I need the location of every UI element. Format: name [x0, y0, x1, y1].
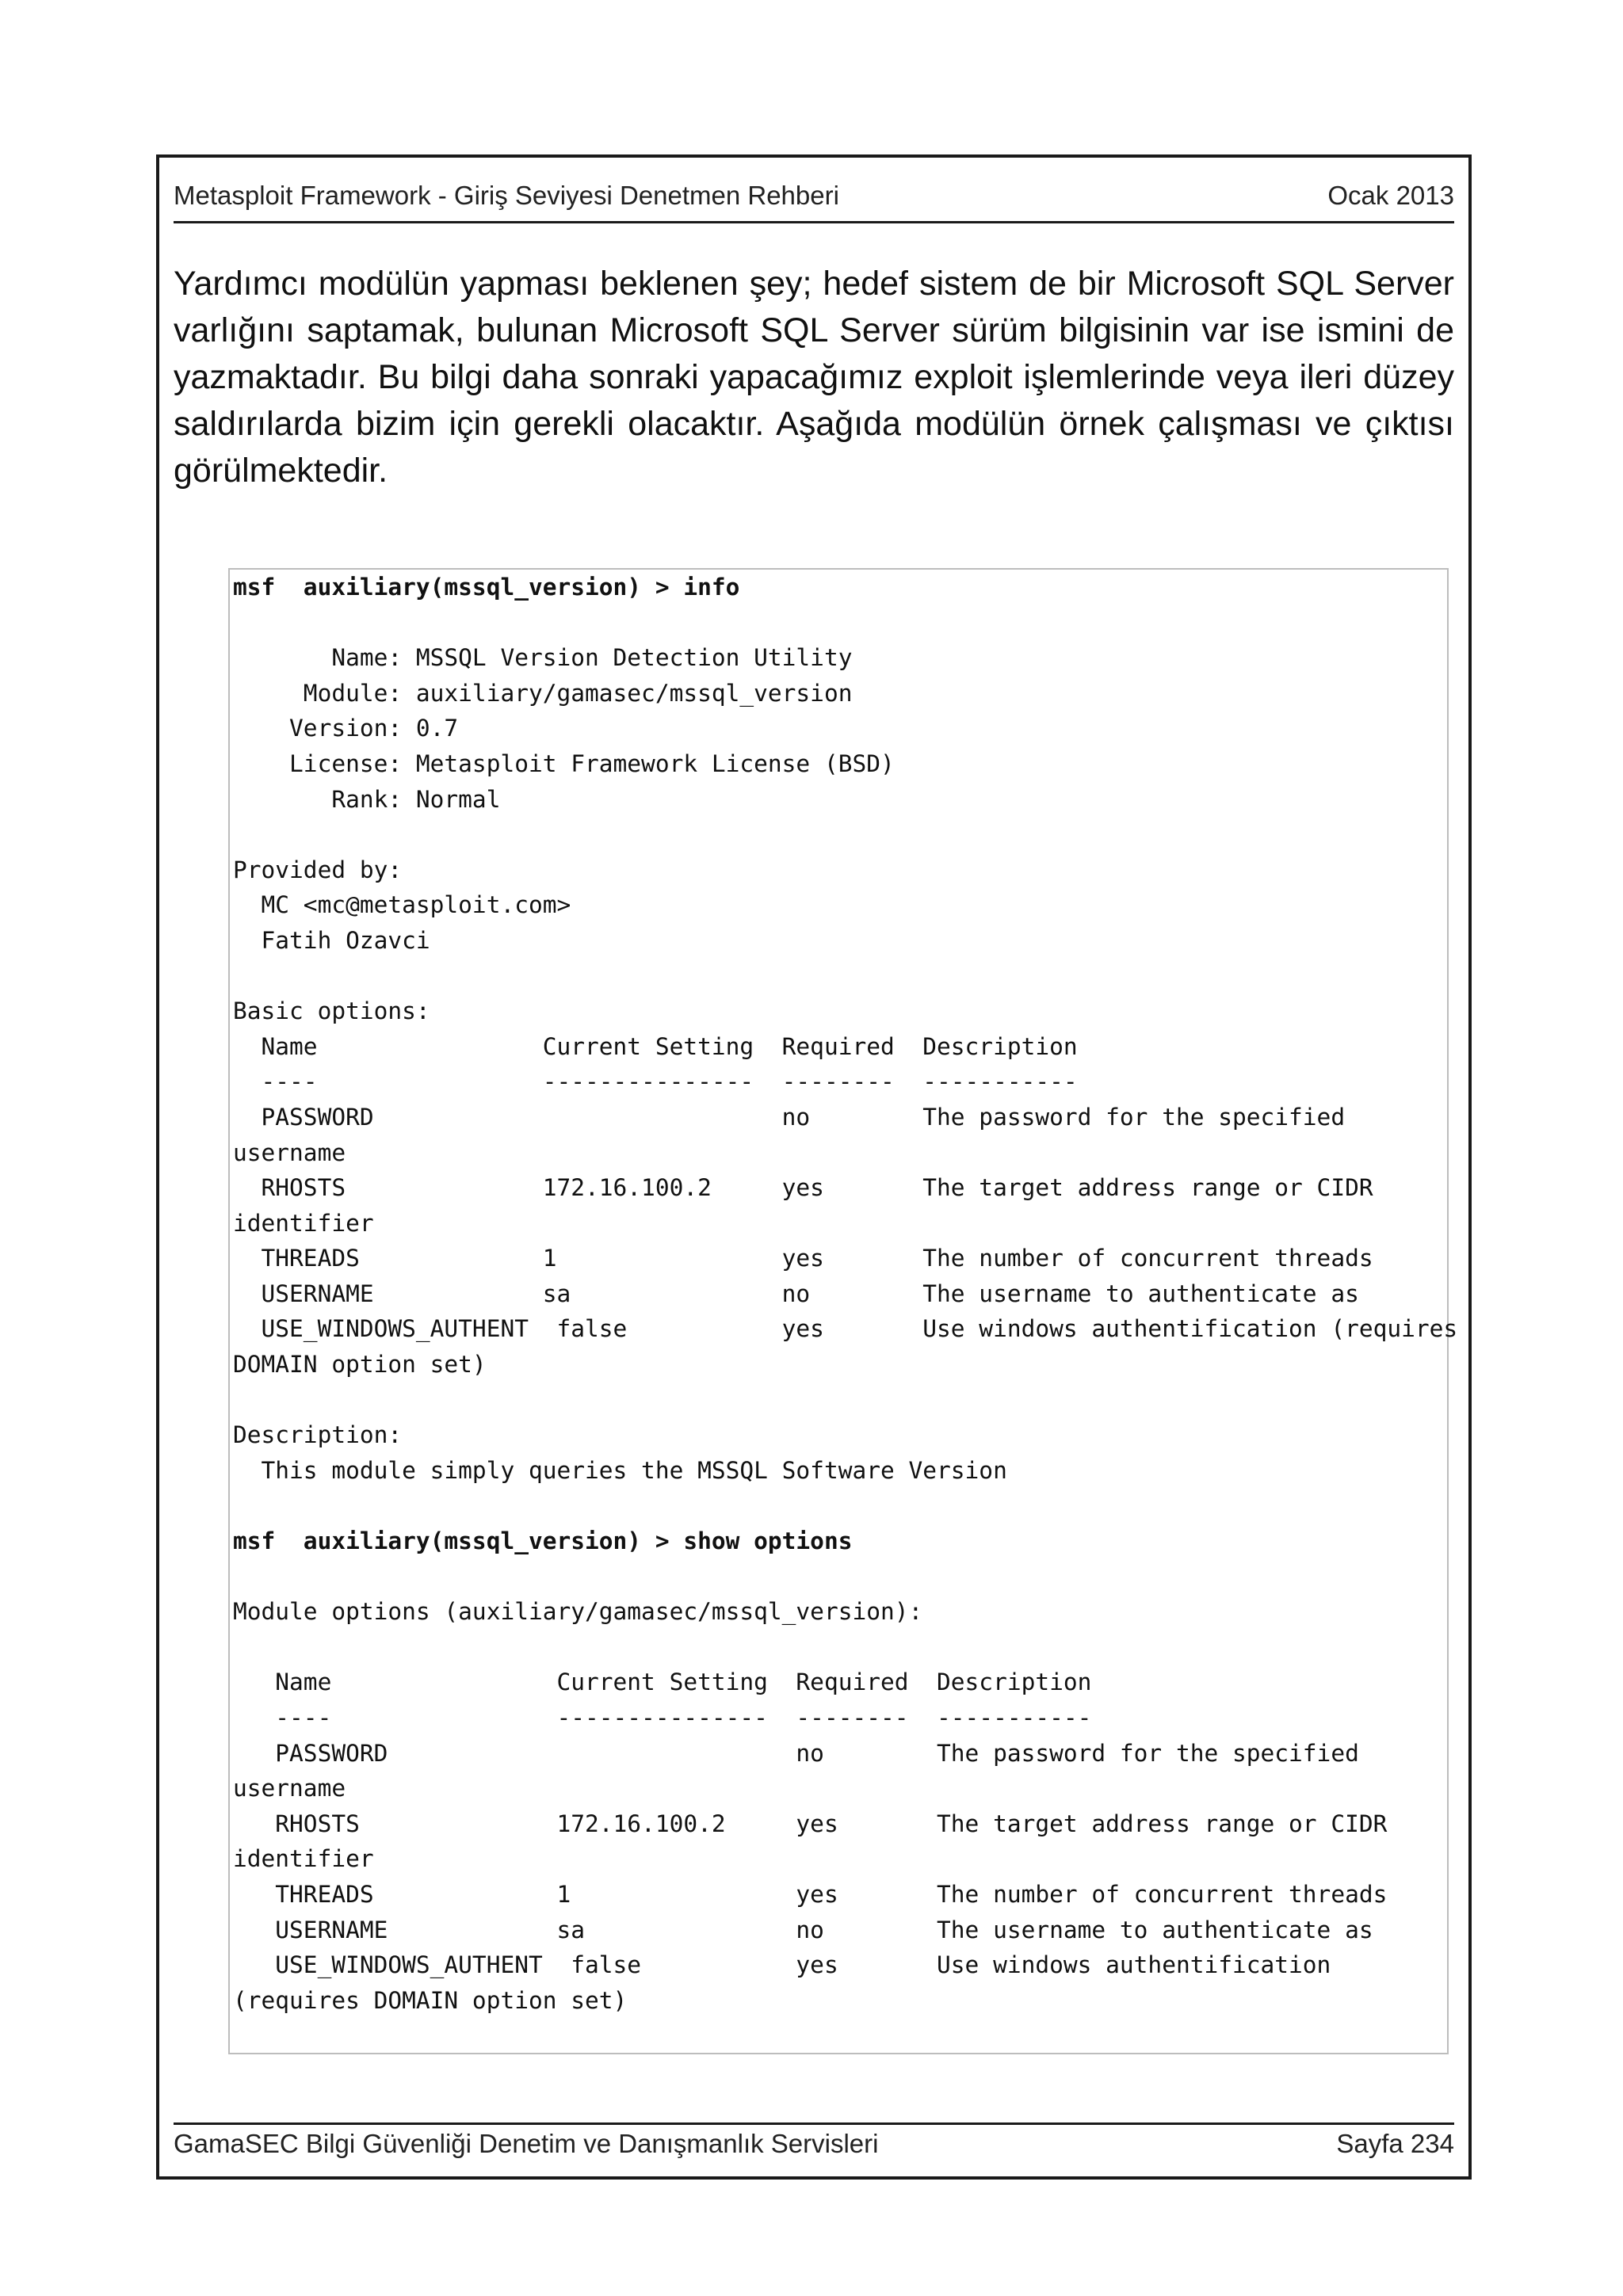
code-line: username: [233, 1138, 346, 1166]
terminal-output-block: [228, 568, 1458, 2054]
header-date: Ocak 2013: [1327, 181, 1454, 210]
code-line: Name: MSSQL Version Detection Utility: [233, 644, 853, 672]
code-line: THREADS 1 yes The number of concurrent threads: [233, 1880, 1388, 1908]
code-line: Fatih Ozavci: [233, 926, 430, 954]
command-line: msf auxiliary(mssql_version) > show options: [233, 1527, 853, 1555]
code-line: [233, 1488, 1444, 1524]
code-line: username: [233, 1775, 346, 1802]
code-line: [233, 1559, 1444, 1595]
code-lines: [233, 570, 1458, 2018]
code-line: [233, 1630, 1444, 1665]
code-line: RHOSTS 172.16.100.2 yes The target address range or CIDR: [233, 1174, 1373, 1202]
code-line: [233, 1383, 1444, 1418]
code-line: (requires DOMAIN option set): [233, 1986, 628, 2014]
header-title: Metasploit Framework - Giriş Seviyesi Denetmen Rehberi: [174, 181, 839, 210]
code-line: PASSWORD no The password for the specified: [233, 1103, 1346, 1131]
code-line: Basic options:: [233, 997, 430, 1025]
code-line: Name Current Setting Required Description: [233, 1669, 1092, 1696]
code-line: MC <mc@metasploit.com>: [233, 891, 571, 919]
code-line: Module options (auxiliary/gamasec/mssql_version):: [233, 1598, 923, 1626]
code-line: PASSWORD no The password for the specified: [233, 1739, 1359, 1767]
code-line: Rank: Normal: [233, 785, 501, 813]
page-footer: [174, 2122, 1454, 2161]
code-line: USERNAME sa no The username to authenticate as: [233, 1280, 1359, 1307]
code-line: USERNAME sa no The username to authenticate as: [233, 1916, 1373, 1943]
page-header: [174, 178, 1454, 223]
code-line: Name Current Setting Required Description: [233, 1032, 1078, 1060]
code-line: USE_WINDOWS_AUTHENT false yes Use windows authentification: [233, 1951, 1331, 1979]
code-line: [233, 817, 1444, 852]
footer-company: GamaSEC Bilgi Güvenliği Denetim ve Danışmanlık Servisleri: [174, 2129, 879, 2158]
code-line: identifier: [233, 1209, 374, 1237]
code-line: Version: 0.7: [233, 715, 459, 742]
code-line: [233, 959, 1444, 994]
code-line: Module: auxiliary/gamasec/mssql_version: [233, 679, 853, 707]
code-line: ---- --------------- -------- -----------: [233, 1068, 1078, 1096]
command-line: msf auxiliary(mssql_version) > info: [233, 574, 740, 601]
code-line: [233, 605, 1444, 641]
code-line: This module simply queries the MSSQL Software Version: [233, 1456, 1007, 1484]
code-line: DOMAIN option set): [233, 1351, 487, 1379]
code-line: Provided by:: [233, 856, 403, 883]
code-line: identifier: [233, 1845, 374, 1873]
code-line: RHOSTS 172.16.100.2 yes The target address range or CIDR: [233, 1810, 1388, 1837]
code-line: ---- --------------- -------- -----------: [233, 1704, 1092, 1731]
footer-page-number: Sayfa 234: [1336, 2129, 1454, 2158]
code-line: USE_WINDOWS_AUTHENT false yes Use windows authentification (requires: [233, 1315, 1458, 1343]
code-line: THREADS 1 yes The number of concurrent threads: [233, 1245, 1373, 1272]
intro-paragraph: Yardımcı modülün yapması beklenen şey; hedef sistem de bir Microsoft SQL Server varlığını saptamak, bulunan Microsoft SQL Server sürüm bilgisinin var ise ismini de yazmaktadır. Bu bilgi daha sonraki yapacağımız exploit işlemlerinde veya ileri düzey saldırılarda bizim için gerekli olacaktır. Aşağıda modülün örnek çalışması ve çıktısı görülmektedir.: [174, 265, 1454, 490]
code-line: License: Metasploit Framework License (BSD): [233, 749, 895, 777]
page-frame: [156, 154, 1472, 2180]
code-line: Description:: [233, 1421, 403, 1449]
